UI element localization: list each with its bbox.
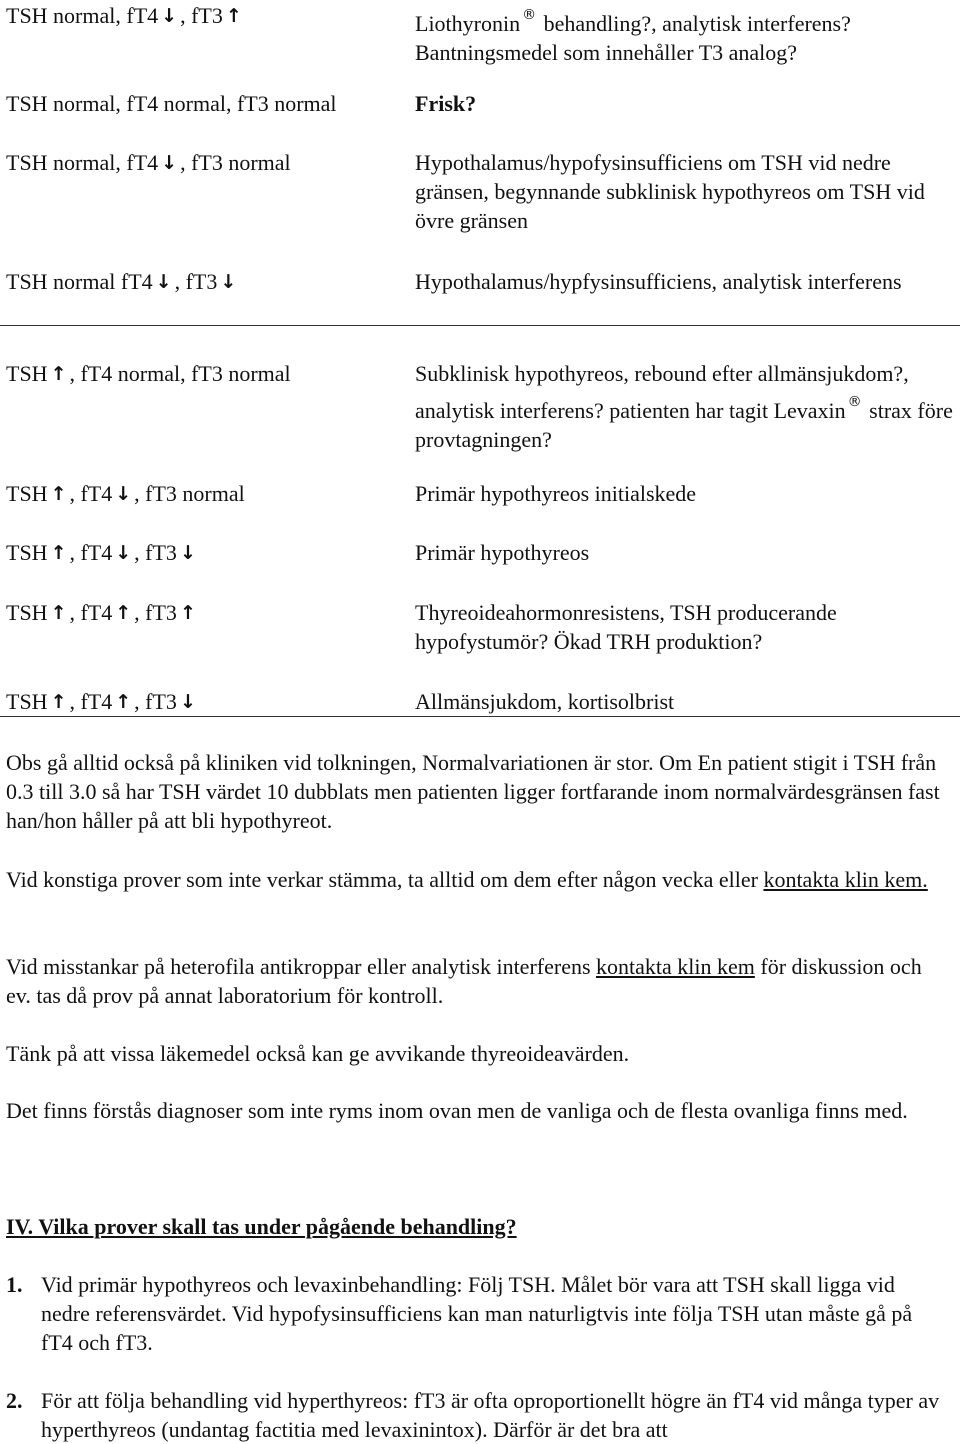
down-arrow-icon: ↓ (179, 691, 196, 713)
interpretation: Allmänsjukdom, kortisolbrist (415, 689, 675, 714)
down-arrow-icon: ↓ (161, 152, 178, 174)
up-arrow-icon: ↑ (179, 602, 196, 624)
interpretation: Primär hypothyreos (415, 540, 590, 565)
down-arrow-icon: ↓ (179, 542, 196, 564)
registered-icon: ® (847, 394, 862, 410)
interpretation: Subklinisk hypothyreos, rebound efter allmänsjukdom?, analytisk interferens? patienten har tagit Levaxin ® strax före provtagningen? (415, 361, 953, 452)
interpretation: Thyreoideahormonresistens, TSH producerande hypofystumör? Ökad TRH produktion? (415, 600, 837, 654)
up-arrow-icon: ↑ (115, 691, 132, 713)
paragraph-heterophile: Vid misstankar på heterofila antikroppar eller analytisk interferens kontakta klin kem för diskussion och ev. tas då prov på annat laboratorium för kontroll. (6, 954, 922, 1008)
section-heading: IV. Vilka prover skall tas under pågående behandling? (6, 1214, 517, 1239)
up-arrow-icon: ↑ (50, 363, 67, 385)
down-arrow-icon: ↓ (115, 542, 132, 564)
list-number: 2. (6, 1388, 23, 1413)
list-number: 1. (6, 1272, 23, 1297)
down-arrow-icon: ↓ (155, 271, 172, 293)
down-arrow-icon: ↓ (161, 5, 178, 27)
lab-values: TSH normal, fT4 ↓ , fT3 normal (6, 148, 291, 178)
down-arrow-icon: ↓ (220, 271, 237, 293)
interpretation: Liothyronin ® behandling?, analytisk interferens? Bantningsmedel som innehåller T3 analog? (415, 7, 851, 65)
up-arrow-icon: ↑ (50, 602, 67, 624)
down-arrow-icon: ↓ (115, 483, 132, 505)
paragraph-odd-samples: Vid konstiga prover som inte verkar stämma, ta alltid om dem efter någon vecka eller kontakta klin kem. (6, 867, 928, 892)
up-arrow-icon: ↑ (50, 691, 67, 713)
up-arrow-icon: ↑ (115, 602, 132, 624)
interpretation: Primär hypothyreos initialskede (415, 481, 697, 506)
up-arrow-icon: ↑ (50, 542, 67, 564)
lab-values: TSH ↑ , fT4 ↑ , fT3 ↓ (6, 687, 199, 717)
lab-values: TSH ↑ , fT4 ↑ , fT3 ↑ (6, 598, 199, 628)
interpretation: Frisk? (415, 91, 477, 116)
lab-values: TSH ↑ , fT4 normal, fT3 normal (6, 359, 291, 389)
paragraph-medications: Tänk på att vissa läkemedel också kan ge avvikande thyreoideavärden. (6, 1041, 630, 1066)
paragraph-diagnoses: Det finns förstås diagnoser som inte ryms inom ovan men de vanliga och de flesta ovanliga finns med. (6, 1098, 908, 1123)
lab-values: TSH normal, fT4 normal, fT3 normal (6, 91, 337, 116)
table-divider (0, 716, 960, 717)
lab-values: TSH normal, fT4 ↓ , fT3 ↑ (6, 1, 245, 31)
up-arrow-icon: ↑ (50, 483, 67, 505)
table-divider (0, 325, 960, 326)
registered-icon: ® (522, 7, 537, 23)
contact-lab-link[interactable]: kontakta klin kem. (763, 867, 928, 892)
paragraph-normal-variation: Obs gå alltid också på kliniken vid tolkningen, Normalvariationen är stor. Om En patient stigit i TSH från 0.3 till 3.0 så har TSH värdet 10 dubblats men patienten ligger fortfarande inom normalvärdesgränsen fast han/hon håller på att bli hypothyreot. (6, 750, 940, 833)
contact-lab-link[interactable]: kontakta klin kem (596, 954, 755, 979)
interpretation: Hypothalamus/hypfysinsufficiens, analytisk interferens (415, 269, 902, 294)
lab-values: TSH ↑ , fT4 ↓ , fT3 ↓ (6, 538, 199, 568)
lab-values: TSH normal fT4 ↓ , fT3 ↓ (6, 267, 239, 297)
lab-values: TSH ↑ , fT4 ↓ , fT3 normal (6, 479, 245, 509)
list-text: Vid primär hypothyreos och levaxinbehandling: Följ TSH. Målet bör vara att TSH skall ligga vid nedre referensvärdet. Vid hypofysinsufficiens kan man naturligtvis inte följa TSH utan måste gå på fT4 och fT3. (41, 1272, 913, 1355)
list-text: För att följa behandling vid hyperthyreos: fT3 är ofta oproportionellt högre än fT4 vid många typer av hyperthyreos (undantag factitia med levaxinintox). Därför är det bra att (41, 1388, 940, 1442)
up-arrow-icon: ↑ (225, 5, 242, 27)
interpretation: Hypothalamus/hypofysinsufficiens om TSH vid nedre gränsen, begynnande subklinisk hypothyreos om TSH vid övre gränsen (415, 150, 925, 233)
